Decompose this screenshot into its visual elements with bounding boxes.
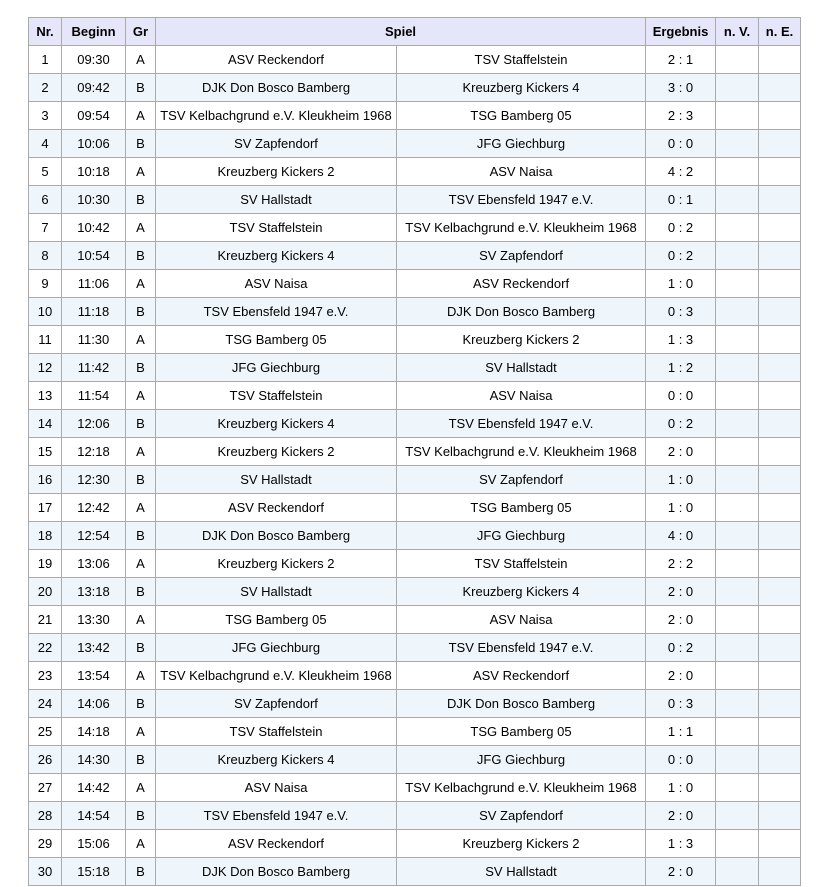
cell-away-team: ASV Naisa bbox=[397, 606, 646, 634]
cell-home-team: SV Hallstadt bbox=[156, 186, 397, 214]
cell-beginn: 10:42 bbox=[62, 214, 126, 242]
table-row bbox=[29, 438, 801, 466]
cell-result: 1 : 3 bbox=[646, 326, 716, 354]
table-row bbox=[29, 690, 801, 718]
table-row bbox=[29, 858, 801, 886]
cell-home-team: DJK Don Bosco Bamberg bbox=[156, 74, 397, 102]
cell-away-team: TSV Kelbachgrund e.V. Kleukheim 1968 bbox=[397, 774, 646, 802]
cell-gr: B bbox=[126, 522, 156, 550]
cell-ne bbox=[759, 606, 801, 634]
match-schedule-table bbox=[28, 17, 801, 886]
cell-gr: B bbox=[126, 410, 156, 438]
cell-away-team: ASV Reckendorf bbox=[397, 270, 646, 298]
cell-ne bbox=[759, 130, 801, 158]
cell-result: 2 : 0 bbox=[646, 858, 716, 886]
cell-away-team: Kreuzberg Kickers 4 bbox=[397, 578, 646, 606]
cell-away-team: TSV Kelbachgrund e.V. Kleukheim 1968 bbox=[397, 438, 646, 466]
cell-nr: 11 bbox=[29, 326, 62, 354]
cell-nr: 19 bbox=[29, 550, 62, 578]
cell-result: 0 : 0 bbox=[646, 746, 716, 774]
cell-away-team: ASV Naisa bbox=[397, 382, 646, 410]
table-row bbox=[29, 410, 801, 438]
table-row bbox=[29, 354, 801, 382]
cell-nr: 5 bbox=[29, 158, 62, 186]
cell-nr: 18 bbox=[29, 522, 62, 550]
table-row bbox=[29, 830, 801, 858]
cell-home-team: TSV Kelbachgrund e.V. Kleukheim 1968 bbox=[156, 662, 397, 690]
cell-gr: A bbox=[126, 158, 156, 186]
cell-ne bbox=[759, 298, 801, 326]
cell-nr: 24 bbox=[29, 690, 62, 718]
table-row bbox=[29, 466, 801, 494]
cell-home-team: Kreuzberg Kickers 2 bbox=[156, 438, 397, 466]
cell-nv bbox=[716, 438, 759, 466]
cell-nv bbox=[716, 130, 759, 158]
table-row bbox=[29, 102, 801, 130]
cell-beginn: 12:42 bbox=[62, 494, 126, 522]
cell-result: 0 : 0 bbox=[646, 382, 716, 410]
table-row bbox=[29, 242, 801, 270]
cell-ne bbox=[759, 186, 801, 214]
cell-nr: 16 bbox=[29, 466, 62, 494]
cell-nv bbox=[716, 522, 759, 550]
cell-nr: 20 bbox=[29, 578, 62, 606]
cell-home-team: TSV Ebensfeld 1947 e.V. bbox=[156, 298, 397, 326]
col-header-ergebnis: Ergebnis bbox=[646, 18, 716, 46]
cell-nv bbox=[716, 102, 759, 130]
cell-nr: 21 bbox=[29, 606, 62, 634]
cell-ne bbox=[759, 410, 801, 438]
cell-home-team: ASV Naisa bbox=[156, 774, 397, 802]
cell-away-team: DJK Don Bosco Bamberg bbox=[397, 690, 646, 718]
cell-gr: B bbox=[126, 130, 156, 158]
cell-ne bbox=[759, 718, 801, 746]
cell-ne bbox=[759, 662, 801, 690]
cell-gr: A bbox=[126, 326, 156, 354]
cell-nv bbox=[716, 858, 759, 886]
cell-nv bbox=[716, 606, 759, 634]
cell-gr: A bbox=[126, 46, 156, 74]
cell-away-team: TSV Ebensfeld 1947 e.V. bbox=[397, 410, 646, 438]
cell-home-team: ASV Naisa bbox=[156, 270, 397, 298]
cell-gr: A bbox=[126, 606, 156, 634]
cell-result: 2 : 0 bbox=[646, 662, 716, 690]
cell-gr: B bbox=[126, 746, 156, 774]
cell-beginn: 10:18 bbox=[62, 158, 126, 186]
cell-nr: 28 bbox=[29, 802, 62, 830]
cell-beginn: 10:54 bbox=[62, 242, 126, 270]
cell-ne bbox=[759, 158, 801, 186]
cell-nv bbox=[716, 662, 759, 690]
cell-nv bbox=[716, 802, 759, 830]
cell-home-team: SV Hallstadt bbox=[156, 466, 397, 494]
cell-result: 0 : 3 bbox=[646, 690, 716, 718]
cell-away-team: Kreuzberg Kickers 4 bbox=[397, 74, 646, 102]
cell-ne bbox=[759, 382, 801, 410]
cell-result: 0 : 2 bbox=[646, 410, 716, 438]
cell-home-team: SV Zapfendorf bbox=[156, 130, 397, 158]
table-row bbox=[29, 270, 801, 298]
cell-gr: A bbox=[126, 550, 156, 578]
cell-nr: 3 bbox=[29, 102, 62, 130]
cell-result: 2 : 2 bbox=[646, 550, 716, 578]
cell-result: 0 : 1 bbox=[646, 186, 716, 214]
cell-nv bbox=[716, 354, 759, 382]
cell-nr: 27 bbox=[29, 774, 62, 802]
cell-gr: B bbox=[126, 242, 156, 270]
cell-nv bbox=[716, 74, 759, 102]
cell-nr: 29 bbox=[29, 830, 62, 858]
cell-away-team: TSV Staffelstein bbox=[397, 46, 646, 74]
cell-away-team: TSV Kelbachgrund e.V. Kleukheim 1968 bbox=[397, 214, 646, 242]
cell-beginn: 13:06 bbox=[62, 550, 126, 578]
cell-beginn: 11:42 bbox=[62, 354, 126, 382]
table-row bbox=[29, 214, 801, 242]
cell-nr: 14 bbox=[29, 410, 62, 438]
cell-home-team: DJK Don Bosco Bamberg bbox=[156, 522, 397, 550]
cell-result: 2 : 0 bbox=[646, 606, 716, 634]
cell-gr: A bbox=[126, 214, 156, 242]
table-row bbox=[29, 578, 801, 606]
table-row bbox=[29, 74, 801, 102]
cell-beginn: 12:54 bbox=[62, 522, 126, 550]
cell-home-team: ASV Reckendorf bbox=[156, 494, 397, 522]
cell-gr: A bbox=[126, 494, 156, 522]
cell-beginn: 09:30 bbox=[62, 46, 126, 74]
cell-ne bbox=[759, 774, 801, 802]
cell-result: 1 : 2 bbox=[646, 354, 716, 382]
cell-nv bbox=[716, 298, 759, 326]
cell-away-team: ASV Reckendorf bbox=[397, 662, 646, 690]
cell-nr: 30 bbox=[29, 858, 62, 886]
cell-nv bbox=[716, 774, 759, 802]
cell-home-team: ASV Reckendorf bbox=[156, 830, 397, 858]
cell-result: 1 : 0 bbox=[646, 270, 716, 298]
cell-beginn: 15:18 bbox=[62, 858, 126, 886]
cell-nv bbox=[716, 46, 759, 74]
cell-gr: A bbox=[126, 102, 156, 130]
cell-home-team: SV Zapfendorf bbox=[156, 690, 397, 718]
cell-nv bbox=[716, 214, 759, 242]
cell-away-team: SV Hallstadt bbox=[397, 858, 646, 886]
cell-nv bbox=[716, 494, 759, 522]
col-header-ne: n. E. bbox=[759, 18, 801, 46]
cell-nr: 25 bbox=[29, 718, 62, 746]
cell-gr: B bbox=[126, 690, 156, 718]
cell-beginn: 13:18 bbox=[62, 578, 126, 606]
cell-home-team: TSV Staffelstein bbox=[156, 718, 397, 746]
table-row bbox=[29, 494, 801, 522]
cell-nv bbox=[716, 326, 759, 354]
cell-away-team: JFG Giechburg bbox=[397, 746, 646, 774]
cell-gr: B bbox=[126, 466, 156, 494]
cell-nv bbox=[716, 550, 759, 578]
cell-ne bbox=[759, 74, 801, 102]
cell-nv bbox=[716, 270, 759, 298]
cell-beginn: 11:06 bbox=[62, 270, 126, 298]
cell-beginn: 12:06 bbox=[62, 410, 126, 438]
table-row bbox=[29, 522, 801, 550]
cell-beginn: 13:30 bbox=[62, 606, 126, 634]
col-header-spiel: Spiel bbox=[156, 18, 646, 46]
cell-nr: 9 bbox=[29, 270, 62, 298]
cell-ne bbox=[759, 242, 801, 270]
cell-result: 0 : 0 bbox=[646, 130, 716, 158]
cell-nv bbox=[716, 466, 759, 494]
cell-result: 0 : 2 bbox=[646, 634, 716, 662]
col-header-gr: Gr bbox=[126, 18, 156, 46]
cell-away-team: TSG Bamberg 05 bbox=[397, 102, 646, 130]
cell-away-team: SV Hallstadt bbox=[397, 354, 646, 382]
cell-home-team: Kreuzberg Kickers 4 bbox=[156, 410, 397, 438]
cell-result: 0 : 2 bbox=[646, 242, 716, 270]
cell-ne bbox=[759, 438, 801, 466]
cell-nr: 12 bbox=[29, 354, 62, 382]
cell-ne bbox=[759, 858, 801, 886]
cell-gr: A bbox=[126, 438, 156, 466]
cell-result: 1 : 0 bbox=[646, 466, 716, 494]
cell-gr: A bbox=[126, 662, 156, 690]
cell-nr: 22 bbox=[29, 634, 62, 662]
cell-nv bbox=[716, 242, 759, 270]
cell-beginn: 14:18 bbox=[62, 718, 126, 746]
cell-away-team: JFG Giechburg bbox=[397, 130, 646, 158]
col-header-nr: Nr. bbox=[29, 18, 62, 46]
cell-nv bbox=[716, 634, 759, 662]
cell-result: 1 : 0 bbox=[646, 774, 716, 802]
table-row bbox=[29, 746, 801, 774]
cell-nv bbox=[716, 382, 759, 410]
cell-beginn: 11:18 bbox=[62, 298, 126, 326]
cell-gr: B bbox=[126, 354, 156, 382]
cell-result: 4 : 0 bbox=[646, 522, 716, 550]
cell-ne bbox=[759, 690, 801, 718]
cell-away-team: SV Zapfendorf bbox=[397, 466, 646, 494]
cell-beginn: 09:54 bbox=[62, 102, 126, 130]
cell-ne bbox=[759, 494, 801, 522]
cell-result: 1 : 1 bbox=[646, 718, 716, 746]
cell-gr: B bbox=[126, 186, 156, 214]
cell-home-team: TSG Bamberg 05 bbox=[156, 326, 397, 354]
cell-away-team: JFG Giechburg bbox=[397, 522, 646, 550]
cell-gr: A bbox=[126, 830, 156, 858]
cell-result: 2 : 3 bbox=[646, 102, 716, 130]
cell-nr: 6 bbox=[29, 186, 62, 214]
table-row bbox=[29, 634, 801, 662]
table-row bbox=[29, 158, 801, 186]
cell-ne bbox=[759, 578, 801, 606]
table-row bbox=[29, 382, 801, 410]
cell-result: 3 : 0 bbox=[646, 74, 716, 102]
col-header-beginn: Beginn bbox=[62, 18, 126, 46]
cell-nv bbox=[716, 578, 759, 606]
cell-nv bbox=[716, 690, 759, 718]
table-row bbox=[29, 130, 801, 158]
cell-away-team: TSV Ebensfeld 1947 e.V. bbox=[397, 186, 646, 214]
table-row bbox=[29, 550, 801, 578]
table-row bbox=[29, 802, 801, 830]
cell-ne bbox=[759, 522, 801, 550]
cell-result: 2 : 0 bbox=[646, 578, 716, 606]
table-row bbox=[29, 774, 801, 802]
cell-nv bbox=[716, 746, 759, 774]
table-row bbox=[29, 606, 801, 634]
cell-ne bbox=[759, 634, 801, 662]
cell-result: 0 : 2 bbox=[646, 214, 716, 242]
cell-gr: A bbox=[126, 718, 156, 746]
cell-home-team: Kreuzberg Kickers 4 bbox=[156, 242, 397, 270]
cell-away-team: SV Zapfendorf bbox=[397, 242, 646, 270]
cell-nr: 15 bbox=[29, 438, 62, 466]
cell-nr: 23 bbox=[29, 662, 62, 690]
table-header bbox=[29, 18, 801, 46]
table-body bbox=[29, 46, 801, 886]
cell-gr: B bbox=[126, 858, 156, 886]
cell-gr: B bbox=[126, 298, 156, 326]
cell-away-team: Kreuzberg Kickers 2 bbox=[397, 830, 646, 858]
header-row bbox=[29, 18, 801, 46]
cell-nv bbox=[716, 186, 759, 214]
cell-beginn: 10:06 bbox=[62, 130, 126, 158]
cell-result: 2 : 0 bbox=[646, 802, 716, 830]
table-row bbox=[29, 46, 801, 74]
cell-gr: B bbox=[126, 578, 156, 606]
cell-home-team: JFG Giechburg bbox=[156, 634, 397, 662]
cell-gr: A bbox=[126, 382, 156, 410]
table-row bbox=[29, 662, 801, 690]
cell-beginn: 14:30 bbox=[62, 746, 126, 774]
cell-beginn: 14:06 bbox=[62, 690, 126, 718]
cell-beginn: 10:30 bbox=[62, 186, 126, 214]
cell-nr: 17 bbox=[29, 494, 62, 522]
cell-away-team: SV Zapfendorf bbox=[397, 802, 646, 830]
cell-nv bbox=[716, 410, 759, 438]
cell-ne bbox=[759, 746, 801, 774]
cell-ne bbox=[759, 46, 801, 74]
cell-away-team: Kreuzberg Kickers 2 bbox=[397, 326, 646, 354]
cell-ne bbox=[759, 214, 801, 242]
cell-gr: B bbox=[126, 74, 156, 102]
cell-ne bbox=[759, 326, 801, 354]
cell-away-team: TSV Staffelstein bbox=[397, 550, 646, 578]
cell-beginn: 13:42 bbox=[62, 634, 126, 662]
cell-home-team: TSG Bamberg 05 bbox=[156, 606, 397, 634]
table-row bbox=[29, 326, 801, 354]
cell-beginn: 14:42 bbox=[62, 774, 126, 802]
cell-beginn: 15:06 bbox=[62, 830, 126, 858]
table-row bbox=[29, 298, 801, 326]
cell-nr: 26 bbox=[29, 746, 62, 774]
cell-beginn: 12:18 bbox=[62, 438, 126, 466]
cell-home-team: TSV Staffelstein bbox=[156, 214, 397, 242]
cell-home-team: TSV Ebensfeld 1947 e.V. bbox=[156, 802, 397, 830]
cell-beginn: 13:54 bbox=[62, 662, 126, 690]
cell-ne bbox=[759, 102, 801, 130]
cell-beginn: 11:30 bbox=[62, 326, 126, 354]
cell-gr: B bbox=[126, 634, 156, 662]
cell-away-team: TSG Bamberg 05 bbox=[397, 718, 646, 746]
cell-nv bbox=[716, 158, 759, 186]
table-row bbox=[29, 718, 801, 746]
cell-away-team: ASV Naisa bbox=[397, 158, 646, 186]
cell-nv bbox=[716, 830, 759, 858]
cell-ne bbox=[759, 830, 801, 858]
cell-ne bbox=[759, 802, 801, 830]
cell-home-team: JFG Giechburg bbox=[156, 354, 397, 382]
cell-nr: 13 bbox=[29, 382, 62, 410]
cell-away-team: TSV Ebensfeld 1947 e.V. bbox=[397, 634, 646, 662]
cell-nr: 2 bbox=[29, 74, 62, 102]
cell-result: 0 : 3 bbox=[646, 298, 716, 326]
cell-home-team: ASV Reckendorf bbox=[156, 46, 397, 74]
cell-home-team: Kreuzberg Kickers 2 bbox=[156, 158, 397, 186]
cell-nr: 8 bbox=[29, 242, 62, 270]
cell-home-team: DJK Don Bosco Bamberg bbox=[156, 858, 397, 886]
cell-beginn: 14:54 bbox=[62, 802, 126, 830]
cell-nv bbox=[716, 718, 759, 746]
cell-home-team: TSV Kelbachgrund e.V. Kleukheim 1968 bbox=[156, 102, 397, 130]
col-header-nv: n. V. bbox=[716, 18, 759, 46]
cell-gr: A bbox=[126, 270, 156, 298]
cell-nr: 7 bbox=[29, 214, 62, 242]
cell-gr: A bbox=[126, 774, 156, 802]
cell-nr: 10 bbox=[29, 298, 62, 326]
cell-nr: 1 bbox=[29, 46, 62, 74]
cell-ne bbox=[759, 466, 801, 494]
cell-beginn: 11:54 bbox=[62, 382, 126, 410]
cell-result: 1 : 0 bbox=[646, 494, 716, 522]
cell-away-team: DJK Don Bosco Bamberg bbox=[397, 298, 646, 326]
cell-beginn: 12:30 bbox=[62, 466, 126, 494]
cell-result: 4 : 2 bbox=[646, 158, 716, 186]
cell-result: 2 : 1 bbox=[646, 46, 716, 74]
cell-ne bbox=[759, 270, 801, 298]
cell-beginn: 09:42 bbox=[62, 74, 126, 102]
cell-ne bbox=[759, 550, 801, 578]
cell-nr: 4 bbox=[29, 130, 62, 158]
cell-result: 1 : 3 bbox=[646, 830, 716, 858]
table-row bbox=[29, 186, 801, 214]
cell-home-team: Kreuzberg Kickers 2 bbox=[156, 550, 397, 578]
cell-result: 2 : 0 bbox=[646, 438, 716, 466]
cell-home-team: SV Hallstadt bbox=[156, 578, 397, 606]
cell-home-team: TSV Staffelstein bbox=[156, 382, 397, 410]
cell-home-team: Kreuzberg Kickers 4 bbox=[156, 746, 397, 774]
cell-gr: B bbox=[126, 802, 156, 830]
cell-ne bbox=[759, 354, 801, 382]
cell-away-team: TSG Bamberg 05 bbox=[397, 494, 646, 522]
